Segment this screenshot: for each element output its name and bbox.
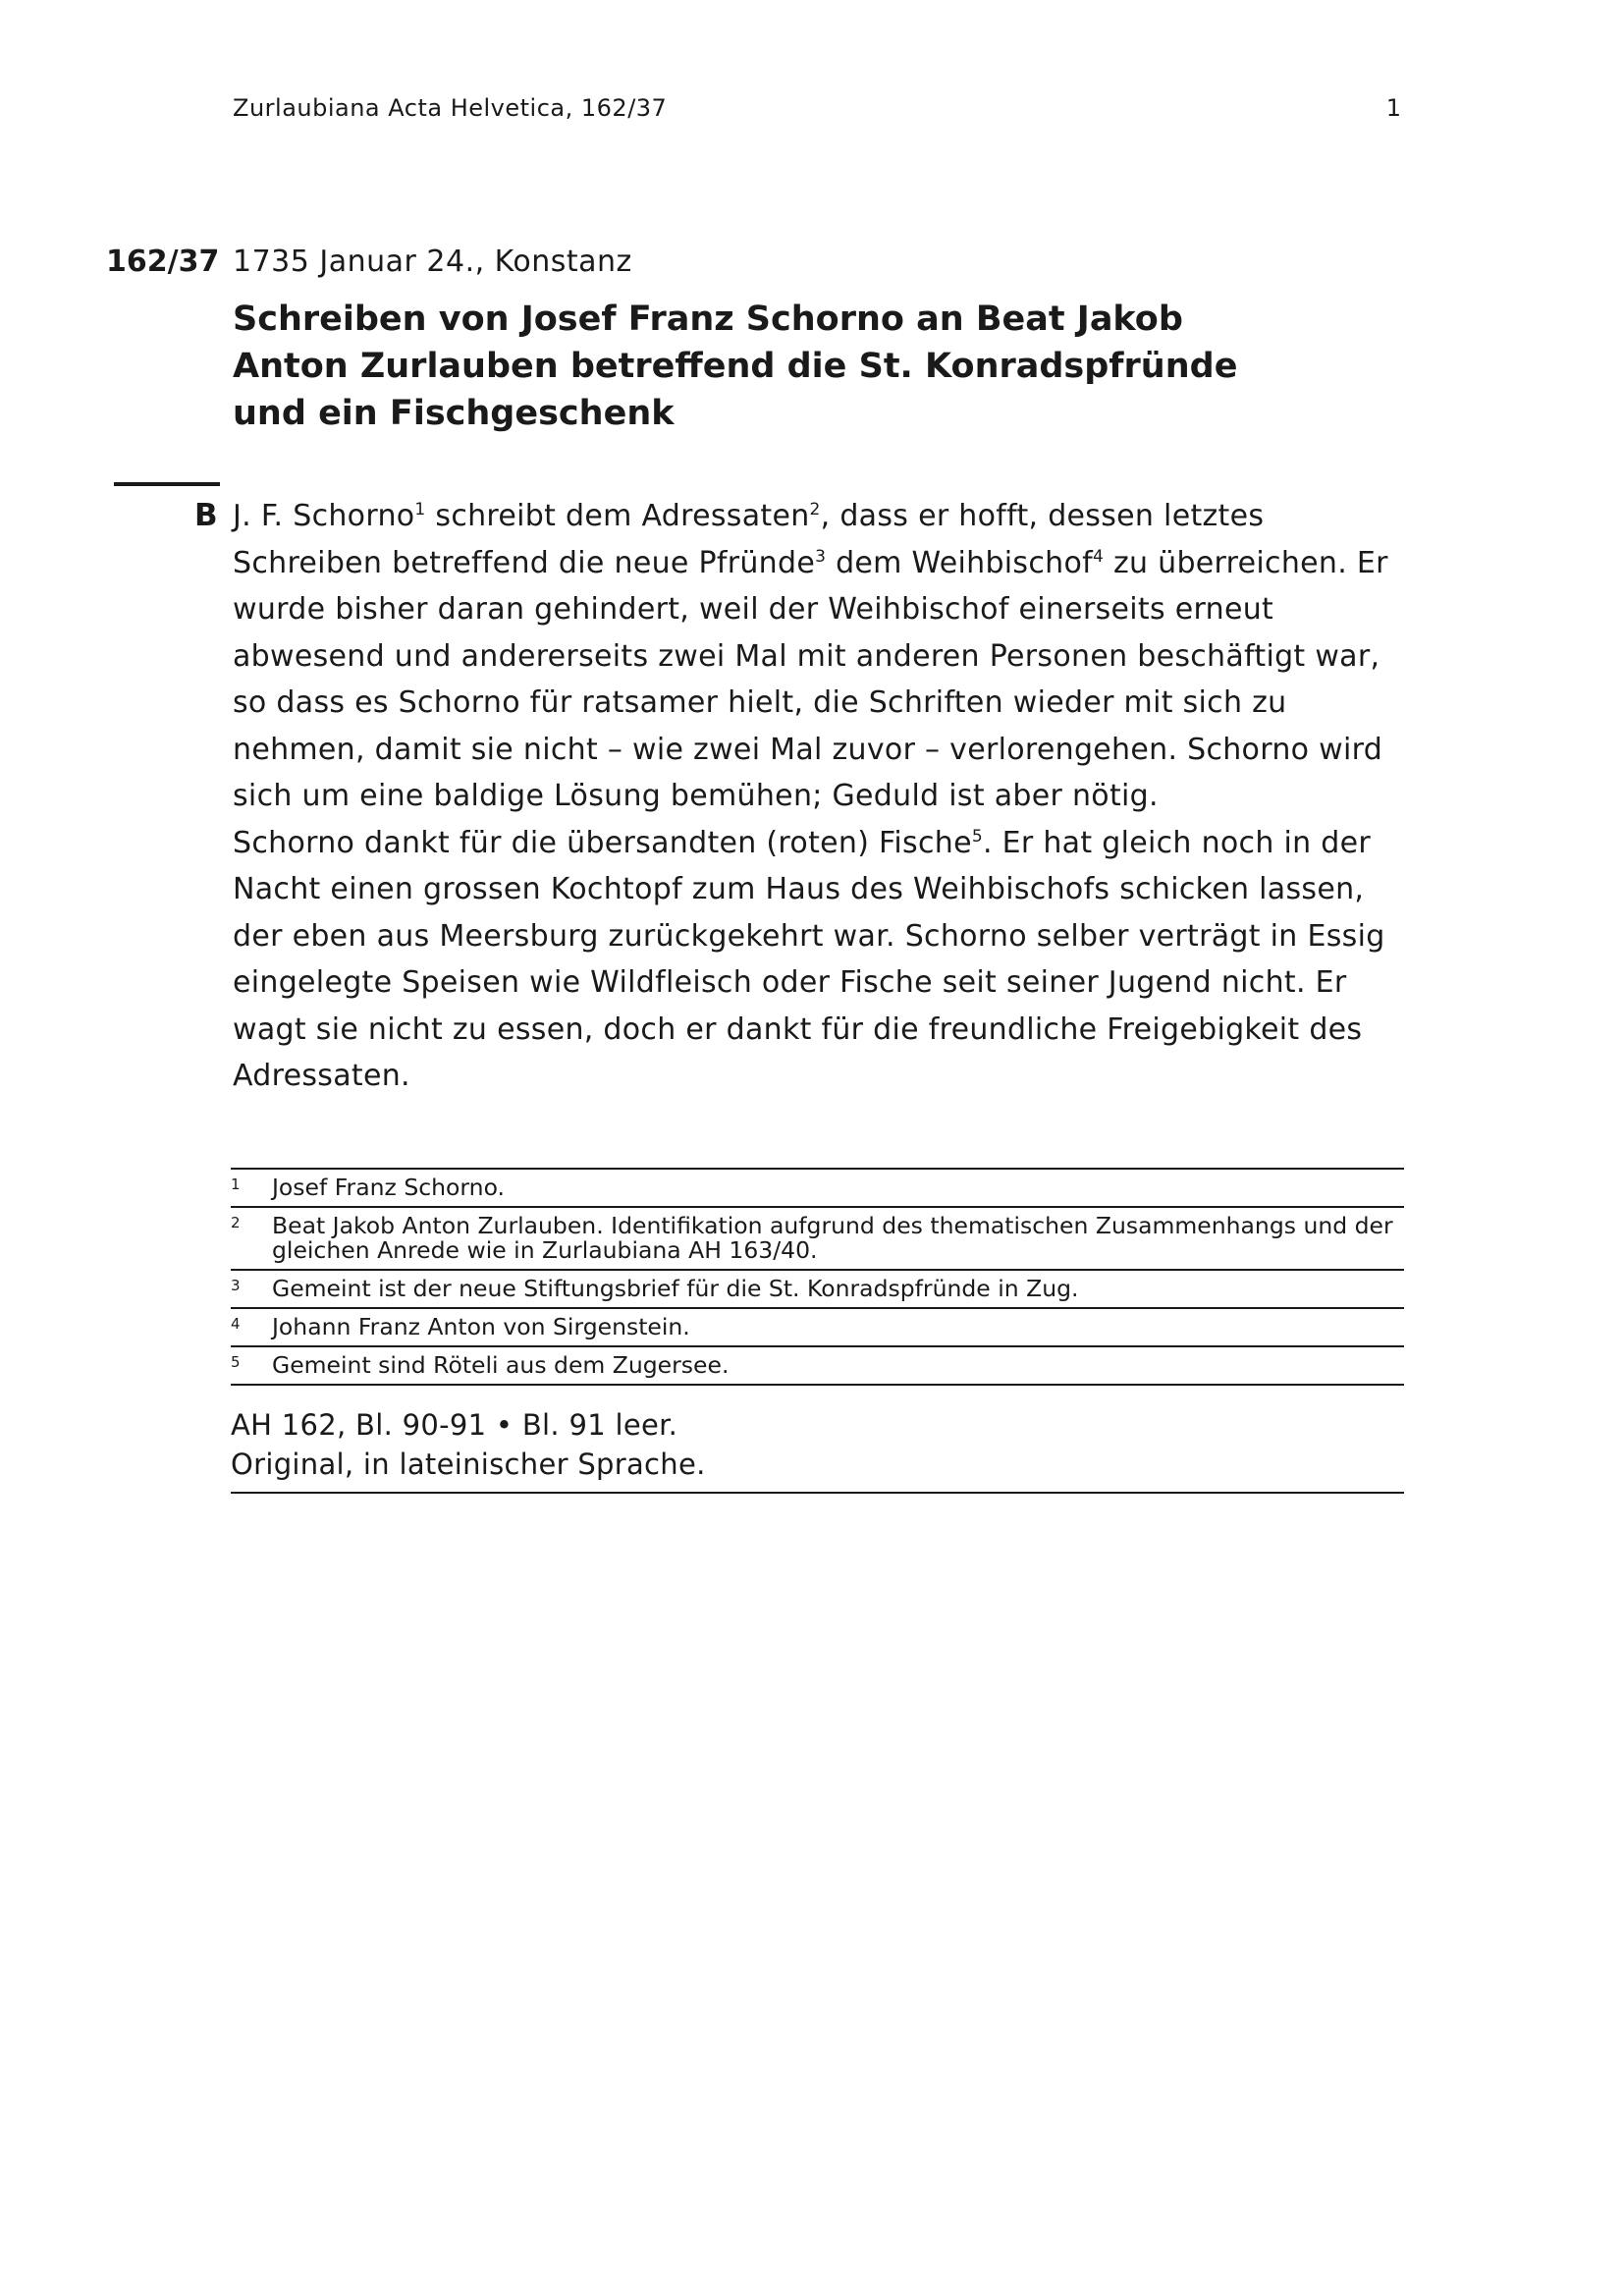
- margin-mark: B: [194, 498, 218, 533]
- source-description: Original, in lateinischer Sprache.: [231, 1448, 706, 1481]
- document-title: Schreiben von Josef Franz Schorno an Beat Jakob Anton Zurlauben betreffend die St. Konradspfründe und ein Fischgeschenk: [233, 300, 1238, 433]
- footnote: [231, 1170, 1404, 1208]
- source-signature: AH 162, Bl. 90-91 • Bl. 91 leer.: [231, 1408, 678, 1442]
- margin-rule: [114, 482, 220, 486]
- footnote-text: Johann Franz Anton von Sirgenstein.: [272, 1313, 690, 1340]
- footnote-ref[interactable]: 1: [414, 500, 426, 519]
- footnote-text: Josef Franz Schorno.: [272, 1174, 506, 1201]
- footnote: [231, 1271, 1404, 1309]
- footnote-ref[interactable]: 2: [809, 500, 821, 519]
- footnote-number: 5: [231, 1353, 241, 1371]
- summary-paragraph-1: J. F. Schorno$^1$ schreibt dem Adressaten$^2$, dass er hofft, dessen letztes Schreiben betreffend die neue Pfründe$^3$ dem Weihbischof$^4$ zu überreichen. Er wurde bisher daran gehindert, weil der Weihbischof einerseits erneut abwesend und andererseits zwei Mal mit anderen Personen beschäftigt war, so dass es Schorno für ratsamer hielt, die Schriften wieder mit sich zu nehmen, damit sie nicht – wie zwei Mal zuvor – verlorengehen. Schorno wird sich um eine baldige Lösung bemühen; Geduld ist aber nötig.: [233, 499, 1388, 813]
- footnote-number: 3: [231, 1277, 241, 1294]
- footnote: [231, 1309, 1404, 1347]
- footnotes: [231, 1168, 1404, 1386]
- summary-paragraph-2: Schorno dankt für die übersandten (roten) Fische$^5$. Er hat gleich noch in der Nacht einen grossen Kochtopf zum Haus des Weihbischofs schicken lassen, der eben aus Meersburg zurückgekehrt war. Schorno selber verträgt in Essig eingelegte Speisen wie Wildfleisch oder Fische seit seiner Jugend nicht. Er wagt sie nicht zu essen, doch er dankt für die freundliche Freigebigkeit des Adressaten.: [233, 825, 1385, 1093]
- footnote: [231, 1208, 1404, 1271]
- footnote-ref[interactable]: 3: [815, 546, 827, 567]
- running-title: Zurlaubiana Acta Helvetica, 162/37: [233, 94, 668, 122]
- document-date-place: 1735 Januar 24., Konstanz: [233, 245, 632, 279]
- footnote-text: Gemeint ist der neue Stiftungsbrief für die St. Konradspfründe in Zug.: [272, 1275, 1079, 1302]
- footnote-ref[interactable]: 4: [1092, 546, 1105, 567]
- footnote: [231, 1347, 1404, 1386]
- document-number: 162/37: [106, 245, 220, 279]
- source-info: [231, 1405, 1404, 1494]
- footnote-ref[interactable]: 5: [971, 826, 983, 847]
- footnote-number: 4: [231, 1315, 241, 1333]
- summary-text: [233, 493, 1406, 1100]
- footnote-text: Beat Jakob Anton Zurlauben. Identifikation aufgrund des thematischen Zusammenhangs und der gleichen Anrede wie in Zurlaubiana AH 163/40.: [272, 1212, 1393, 1264]
- page-number: 1: [1385, 94, 1401, 122]
- footnote-number: 1: [231, 1175, 241, 1193]
- footnote-number: 2: [231, 1214, 241, 1231]
- footnote-text: Gemeint sind Röteli aus dem Zugersee.: [272, 1351, 730, 1379]
